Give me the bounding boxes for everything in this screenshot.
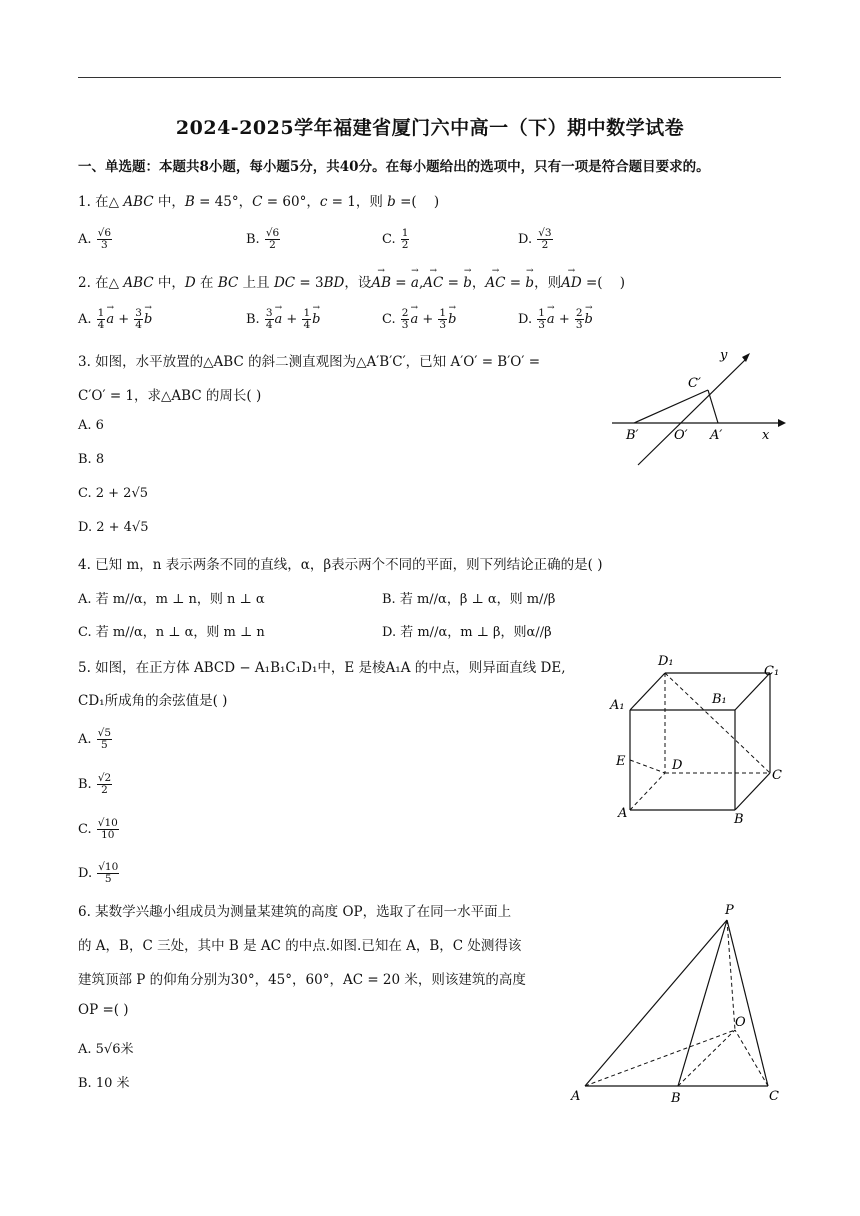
question-2-option-d: D. $\frac{1}{3}$ → a + $\frac{2}{3}$ → b xyxy=(518,308,593,331)
label-o: O xyxy=(735,1015,746,1030)
edge-a1-d1 xyxy=(630,673,665,710)
segment-c-o xyxy=(735,1030,768,1086)
y-axis-arrow xyxy=(742,353,750,362)
label-a1: A₁ xyxy=(610,698,625,713)
question-5-option-d: D. $\frac{√10}{5}$ xyxy=(78,861,119,885)
label-o-prime: O′ xyxy=(674,428,688,443)
edge-a-d xyxy=(630,773,665,810)
figure-building-height xyxy=(565,898,785,1108)
figure-cube xyxy=(600,645,790,830)
figure-oblique-triangle xyxy=(600,345,790,470)
question-4-stem: 4. 已知 m，n 表示两条不同的直线，α，β表示两个不同的平面，则下列结论正确的是( ) xyxy=(78,557,603,573)
question-5-stem-line1: 5. 如图，在正方体 ABCD − A₁B₁C₁D₁中，E 是棱A₁A 的中点，则异面直线 DE, xyxy=(78,660,566,676)
segment-a-o xyxy=(585,1030,735,1086)
label-a-prime: A′ xyxy=(710,428,723,443)
label-p: P xyxy=(725,903,734,918)
label-b1: B₁ xyxy=(712,692,727,707)
label-b: B xyxy=(734,812,744,827)
question-1-option-a: A. $\frac{√6}{3}$ xyxy=(78,227,112,251)
edge-c-a xyxy=(708,390,718,423)
question-2-option-c: C. $\frac{2}{3}$ → a + $\frac{1}{3}$ → b xyxy=(382,308,456,331)
question-6-option-b: B. 10 米 xyxy=(78,1076,130,1091)
label-b: B xyxy=(671,1091,681,1106)
question-6-stem-line1: 6. 某数学兴趣小组成员为测量某建筑的高度 OP，选取了在同一水平面上 xyxy=(78,904,512,920)
question-6-stem-line3: 建筑顶部 P 的仰角分别为30°，45°，60°，AC = 20 米，则该建筑的高度 xyxy=(78,972,526,988)
question-5-option-b: B. $\frac{√2}{2}$ xyxy=(78,772,112,796)
question-3-option-b: B. 8 xyxy=(78,452,105,467)
label-c-prime: C′ xyxy=(688,376,701,391)
label-d: D xyxy=(672,758,683,773)
section-heading: 一、单选题：本题共8小题，每小题5分，共40分。在每小题给出的选项中，只有一项是符合题目要求的。 xyxy=(78,159,710,175)
question-4-option-c: C. 若 m//α，n ⊥ α，则 m ⊥ n xyxy=(78,625,265,640)
line-p-b xyxy=(678,920,727,1086)
label-y: y xyxy=(720,348,728,363)
edge-b-c xyxy=(735,773,770,810)
segment-e-d xyxy=(630,760,665,773)
question-5-option-c: C. $\frac{√10}{10}$ xyxy=(78,817,118,841)
label-d1: D₁ xyxy=(658,654,674,669)
question-3-option-c: C. 2 + 2√5 xyxy=(78,486,149,501)
line-p-c xyxy=(727,920,768,1086)
question-1-option-d: D. $\frac{√3}{2}$ xyxy=(518,227,552,251)
header-rule xyxy=(78,77,781,78)
label-c1: C₁ xyxy=(764,664,780,679)
question-4-option-b: B. 若 m//α，β ⊥ α，则 m//β xyxy=(382,592,556,607)
question-6-stem-line2: 的 A，B，C 三处，其中 B 是 AC 的中点.如图.已知在 A，B，C 处测得该 xyxy=(78,938,522,954)
question-5-stem-line2: CD₁所成角的余弦值是( ) xyxy=(78,693,228,709)
label-a: A xyxy=(618,806,628,821)
question-4-option-a: A. 若 m//α，m ⊥ n，则 n ⊥ α xyxy=(78,592,265,607)
line-p-a xyxy=(585,920,727,1086)
question-6-option-a: A. 5√6米 xyxy=(78,1042,134,1057)
question-5-option-a: A. $\frac{√5}{5}$ xyxy=(78,727,112,751)
question-2-option-a: A. $\frac{1}{4}$ → a + $\frac{3}{4}$ → b xyxy=(78,308,152,331)
label-e: E xyxy=(616,754,626,769)
question-3-option-d: D. 2 + 4√5 xyxy=(78,520,149,535)
label-b-prime: B′ xyxy=(626,428,639,443)
question-4-option-d: D. 若 m//α，m ⊥ β，则α//β xyxy=(382,625,552,640)
label-c: C xyxy=(772,768,782,783)
label-x: x xyxy=(762,428,770,443)
question-3-stem-line2: C′O′ = 1，求△ABC 的周长( ) xyxy=(78,388,262,404)
question-6-stem-line4: OP =( ) xyxy=(78,1002,129,1018)
label-c: C xyxy=(769,1089,779,1104)
question-1-option-c: C. $\frac{1}{2}$ xyxy=(382,227,409,251)
question-1-option-b: B. $\frac{√6}{2}$ xyxy=(246,227,280,251)
question-2-option-b: B. $\frac{3}{4}$ → a + $\frac{1}{4}$ → b xyxy=(246,308,320,331)
question-1-stem: 1. 在△ ABC 中，B = 45°，C = 60°，c = 1，则 b =( ) xyxy=(78,194,440,210)
question-2-stem: 2. 在△ ABC 中，D 在 BC 上且 DC = 3BD，设→ AB = → a,→ AC = → b，→ AC = → b，则→ AD =( ) xyxy=(78,271,625,291)
label-a: A xyxy=(571,1089,581,1104)
question-3-stem-line1: 3. 如图，水平放置的△ABC 的斜二测直观图为△A′B′C′，已知 A′O′ = B′O′ = xyxy=(78,354,541,370)
page-title: 2024-2025学年福建省厦门六中高一（下）期中数学试卷 xyxy=(175,117,685,139)
question-3-option-a: A. 6 xyxy=(78,418,104,433)
x-axis-arrow xyxy=(778,419,786,427)
